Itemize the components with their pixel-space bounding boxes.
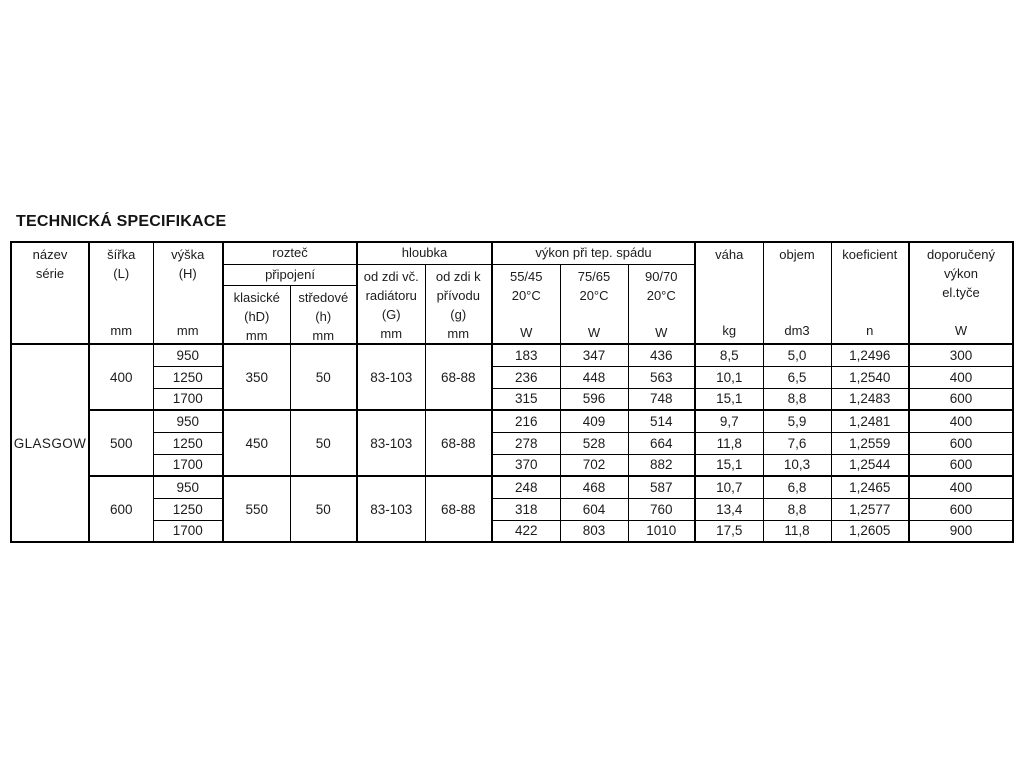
header-objem <box>763 242 831 344</box>
unit-label: mm <box>176 323 199 338</box>
depth-g-cell: 83-103 <box>357 344 425 410</box>
coefficient-cell: 1,2540 <box>831 366 909 388</box>
recommended-power-cell: 900 <box>909 520 1013 542</box>
header-label-group <box>436 267 481 324</box>
header-label-group <box>234 288 280 326</box>
header-pripojeni: připojení <box>223 264 357 285</box>
coefficient-cell: 1,2559 <box>831 432 909 454</box>
header-label-line: 75/65 <box>577 268 611 284</box>
table-row <box>11 366 1013 388</box>
header-label-group <box>33 245 68 283</box>
header-row-1 <box>11 242 1013 264</box>
width-cell: 400 <box>89 344 153 410</box>
depth-g-cell: 83-103 <box>357 476 425 542</box>
volume-cell: 10,3 <box>763 454 831 476</box>
height-cell: 1700 <box>153 454 223 476</box>
unit-label: n <box>866 323 874 338</box>
height-cell: 950 <box>153 410 223 432</box>
recommended-power-cell: 600 <box>909 498 1013 520</box>
header-stack <box>493 265 560 342</box>
unit-label: dm3 <box>784 323 810 338</box>
header-label-line: váha <box>715 247 744 262</box>
table-row <box>11 388 1013 410</box>
power-9070-cell: 882 <box>628 454 695 476</box>
header-vykon-group: výkon při tep. spádu <box>492 242 695 264</box>
header-stack <box>561 265 628 342</box>
volume-cell: 8,8 <box>763 388 831 410</box>
power-7565-cell: 347 <box>560 344 628 366</box>
power-5545-cell: 370 <box>492 454 560 476</box>
power-5545-cell: 216 <box>492 410 560 432</box>
power-7565-cell: 528 <box>560 432 628 454</box>
height-cell: 1250 <box>153 498 223 520</box>
width-cell: 500 <box>89 410 153 476</box>
header-label-line: (H) <box>178 266 197 281</box>
header-label-line: doporučený <box>927 247 995 262</box>
table-row <box>11 432 1013 454</box>
unit-label: mm <box>110 323 133 338</box>
recommended-power-cell: 400 <box>909 476 1013 498</box>
coefficient-cell: 1,2496 <box>831 344 909 366</box>
header-5545 <box>492 264 560 344</box>
header-hloubka-group: hloubka <box>357 242 492 264</box>
coefficient-cell: 1,2465 <box>831 476 909 498</box>
header-stack <box>832 243 909 340</box>
weight-cell: 10,1 <box>695 366 763 388</box>
header-label-line: od zdi vč. <box>363 268 419 284</box>
unit-label: mm <box>312 327 335 343</box>
volume-cell: 8,8 <box>763 498 831 520</box>
height-cell: 1700 <box>153 388 223 410</box>
power-5545-cell: 248 <box>492 476 560 498</box>
header-label-line: výkon <box>944 266 978 281</box>
header-sirka <box>89 242 153 344</box>
header-label-group <box>171 245 204 283</box>
power-9070-cell: 436 <box>628 344 695 366</box>
volume-cell: 6,8 <box>763 476 831 498</box>
header-label-line: 55/45 <box>509 268 543 284</box>
coefficient-cell: 1,2605 <box>831 520 909 542</box>
coefficient-cell: 1,2577 <box>831 498 909 520</box>
header-koeficient <box>831 242 909 344</box>
header-stack <box>910 243 1012 340</box>
header-stack <box>764 243 831 340</box>
header-doporuceny <box>909 242 1013 344</box>
header-stack <box>291 286 357 342</box>
power-9070-cell: 514 <box>628 410 695 432</box>
header-stack <box>224 286 290 342</box>
unit-label: mm <box>380 325 403 341</box>
table-row <box>11 454 1013 476</box>
header-7565 <box>560 264 628 344</box>
header-stack <box>629 265 695 342</box>
header-label-line: (G) <box>381 306 401 322</box>
header-label-line: přívodu <box>436 287 480 303</box>
weight-cell: 15,1 <box>695 388 763 410</box>
unit-label: W <box>655 324 668 340</box>
header-label-group <box>927 245 995 302</box>
recommended-power-cell: 600 <box>909 454 1013 476</box>
power-7565-cell: 604 <box>560 498 628 520</box>
power-5545-cell: 318 <box>492 498 560 520</box>
volume-cell: 6,5 <box>763 366 831 388</box>
coefficient-cell: 1,2544 <box>831 454 909 476</box>
pitch-classic-cell: 450 <box>223 410 290 476</box>
header-label-line: (hD) <box>244 308 270 324</box>
header-label-line: název <box>32 247 68 262</box>
height-cell: 1250 <box>153 432 223 454</box>
header-label-group <box>298 288 348 326</box>
power-7565-cell: 448 <box>560 366 628 388</box>
weight-cell: 15,1 <box>695 454 763 476</box>
header-label-line: 90/70 <box>644 268 678 284</box>
power-9070-cell: 760 <box>628 498 695 520</box>
header-vaha <box>695 242 763 344</box>
header-label-line: klasické <box>233 289 280 305</box>
header-stack <box>696 243 763 340</box>
page-title: TECHNICKÁ SPECIFIKACE <box>16 213 227 230</box>
pitch-central-cell: 50 <box>290 410 357 476</box>
header-9070 <box>628 264 695 344</box>
unit-label: W <box>954 323 968 338</box>
power-9070-cell: 587 <box>628 476 695 498</box>
header-odzdi-radiatoru <box>357 264 425 344</box>
power-5545-cell: 422 <box>492 520 560 542</box>
depth-k-cell: 68-88 <box>425 344 492 410</box>
height-cell: 1700 <box>153 520 223 542</box>
header-label-group <box>645 267 678 305</box>
pitch-central-cell: 50 <box>290 476 357 542</box>
header-klasicke <box>223 285 290 344</box>
weight-cell: 11,8 <box>695 432 763 454</box>
power-5545-cell: 183 <box>492 344 560 366</box>
header-label-line: objem <box>779 247 815 262</box>
header-label-line: 20°C <box>511 287 541 303</box>
header-label-line: 20°C <box>646 287 676 303</box>
volume-cell: 11,8 <box>763 520 831 542</box>
power-9070-cell: 664 <box>628 432 695 454</box>
power-7565-cell: 468 <box>560 476 628 498</box>
recommended-power-cell: 300 <box>909 344 1013 366</box>
coefficient-cell: 1,2483 <box>831 388 909 410</box>
unit-label: W <box>587 324 601 340</box>
table-row <box>11 410 1013 432</box>
series-name-cell: GLASGOW <box>11 344 89 542</box>
table-row <box>11 498 1013 520</box>
table-row <box>11 344 1013 366</box>
width-cell: 600 <box>89 476 153 542</box>
power-7565-cell: 803 <box>560 520 628 542</box>
unit-label: W <box>520 324 533 340</box>
header-odzdi-privodu <box>425 264 492 344</box>
weight-cell: 17,5 <box>695 520 763 542</box>
header-nazev-serie <box>11 242 89 344</box>
header-label-line: (h) <box>315 308 332 324</box>
power-9070-cell: 748 <box>628 388 695 410</box>
header-label-group <box>510 267 543 305</box>
power-5545-cell: 278 <box>492 432 560 454</box>
header-stack <box>426 265 492 342</box>
header-label-group <box>578 267 611 305</box>
header-vyska <box>153 242 223 344</box>
power-9070-cell: 1010 <box>628 520 695 542</box>
weight-cell: 13,4 <box>695 498 763 520</box>
height-cell: 950 <box>153 344 223 366</box>
volume-cell: 5,0 <box>763 344 831 366</box>
unit-label: mm <box>245 327 268 343</box>
header-stack <box>358 265 425 342</box>
header-stack <box>90 243 153 340</box>
table-row <box>11 520 1013 542</box>
recommended-power-cell: 600 <box>909 432 1013 454</box>
volume-cell: 5,9 <box>763 410 831 432</box>
header-label-line: el.tyče <box>942 285 980 300</box>
header-label-line: koeficient <box>842 247 898 262</box>
weight-cell: 10,7 <box>695 476 763 498</box>
header-label-line: od zdi k <box>435 268 481 284</box>
unit-label: mm <box>447 325 470 341</box>
recommended-power-cell: 400 <box>909 366 1013 388</box>
pitch-classic-cell: 550 <box>223 476 290 542</box>
weight-cell: 8,5 <box>695 344 763 366</box>
header-stredove <box>290 285 357 344</box>
depth-g-cell: 83-103 <box>357 410 425 476</box>
header-label-group <box>107 245 135 283</box>
header-label-line: šířka <box>107 247 136 262</box>
header-roztec-group: rozteč <box>223 242 357 264</box>
weight-cell: 9,7 <box>695 410 763 432</box>
header-label-line: středové <box>298 289 349 305</box>
depth-k-cell: 68-88 <box>425 410 492 476</box>
table-row <box>11 476 1013 498</box>
pitch-classic-cell: 350 <box>223 344 290 410</box>
header-stack <box>12 243 88 340</box>
header-label-line: výška <box>171 247 205 262</box>
power-7565-cell: 702 <box>560 454 628 476</box>
header-label-line: radiátoru <box>365 287 417 303</box>
power-7565-cell: 409 <box>560 410 628 432</box>
header-label-line: (g) <box>450 306 467 322</box>
header-label-group <box>364 267 419 324</box>
power-7565-cell: 596 <box>560 388 628 410</box>
volume-cell: 7,6 <box>763 432 831 454</box>
coefficient-cell: 1,2481 <box>831 410 909 432</box>
depth-k-cell: 68-88 <box>425 476 492 542</box>
header-label-line: 20°C <box>579 287 609 303</box>
recommended-power-cell: 600 <box>909 388 1013 410</box>
unit-label: kg <box>722 323 737 338</box>
header-label-line: série <box>35 266 65 281</box>
height-cell: 1250 <box>153 366 223 388</box>
power-5545-cell: 236 <box>492 366 560 388</box>
recommended-power-cell: 400 <box>909 410 1013 432</box>
pitch-central-cell: 50 <box>290 344 357 410</box>
power-9070-cell: 563 <box>628 366 695 388</box>
power-5545-cell: 315 <box>492 388 560 410</box>
header-label-line: (L) <box>113 266 130 281</box>
spec-table <box>10 241 1014 543</box>
height-cell: 950 <box>153 476 223 498</box>
header-stack <box>154 243 223 340</box>
